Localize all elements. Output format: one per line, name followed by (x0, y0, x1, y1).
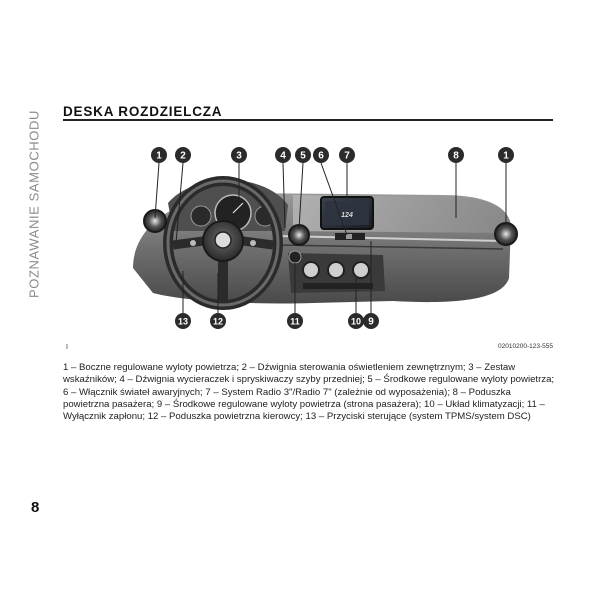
page-title: DESKA ROZDZIELCZA (63, 104, 223, 119)
figure-code: 02010200-123-555 (498, 343, 553, 350)
callout-8 (448, 147, 464, 163)
callout-9 (363, 313, 379, 329)
svg-text:12: 12 (212, 316, 224, 327)
callout-1-right (498, 147, 514, 163)
svg-text:8: 8 (453, 150, 459, 162)
svg-text:13: 13 (177, 316, 189, 327)
figure-marker: I (66, 344, 68, 351)
screen-logo-text: 124 (341, 212, 353, 219)
svg-text:3: 3 (236, 150, 242, 162)
dashboard-figure (63, 133, 553, 348)
svg-text:7: 7 (344, 150, 350, 162)
callout-6 (313, 147, 329, 163)
page-number: 8 (31, 499, 40, 516)
svg-text:1: 1 (503, 150, 509, 162)
callout-1-top (151, 147, 167, 163)
svg-text:11: 11 (290, 316, 300, 327)
svg-text:6: 6 (318, 150, 324, 162)
svg-text:1: 1 (156, 150, 162, 162)
callout-13 (175, 313, 191, 329)
callout-5 (295, 147, 311, 163)
callout-11 (287, 313, 303, 329)
section-side-label-text: POZNAWANIE SAMOCHODU (26, 110, 42, 298)
climate-knob-right-icon (353, 262, 369, 278)
fiat-logo-icon (215, 232, 231, 248)
section-side-label (24, 104, 44, 304)
climate-knob-left-icon (303, 262, 319, 278)
callout-2 (175, 147, 191, 163)
callout-3 (231, 147, 247, 163)
callout-4 (275, 147, 291, 163)
title-divider (63, 119, 553, 121)
svg-text:9: 9 (368, 316, 374, 328)
dashboard-illustration (63, 133, 553, 348)
callout-7 (339, 147, 355, 163)
climate-knob-center-icon (328, 262, 344, 278)
figure-caption: 1 – Boczne regulowane wyloty powietrza; 2 – Dźwignia sterowania oświetleniem zewnętrznym; 3 – Zestaw wskaźników; 4 – Dźwignia wycieraczek i spryskiwaczy szyby przedniej; 5 – Środkowe regulowane wyloty powietrza; 6 – Włącznik świateł awaryjnych; 7 – System Radio 3"/Radio 7" (zależnie od wyposażenia); 8 – Poduszka powietrzna pasażera; 9 – Środkowe regulowane wyloty powietrza (strona pasażera); 10 – Układ klimatyzacji; 11 – Wyłącznik zapłonu; 12 – Poduszka powietrzna kierowcy; 13 – Przyciski sterujące (system TPMS/system DSC) (63, 362, 555, 423)
right-side-vent-icon (495, 223, 517, 245)
ignition-switch-icon (289, 251, 301, 263)
svg-text:10: 10 (350, 316, 362, 327)
callout-12 (210, 313, 226, 329)
svg-text:2: 2 (180, 150, 186, 162)
svg-text:4: 4 (280, 150, 286, 162)
callout-10 (348, 313, 364, 329)
svg-text:5: 5 (300, 150, 306, 162)
